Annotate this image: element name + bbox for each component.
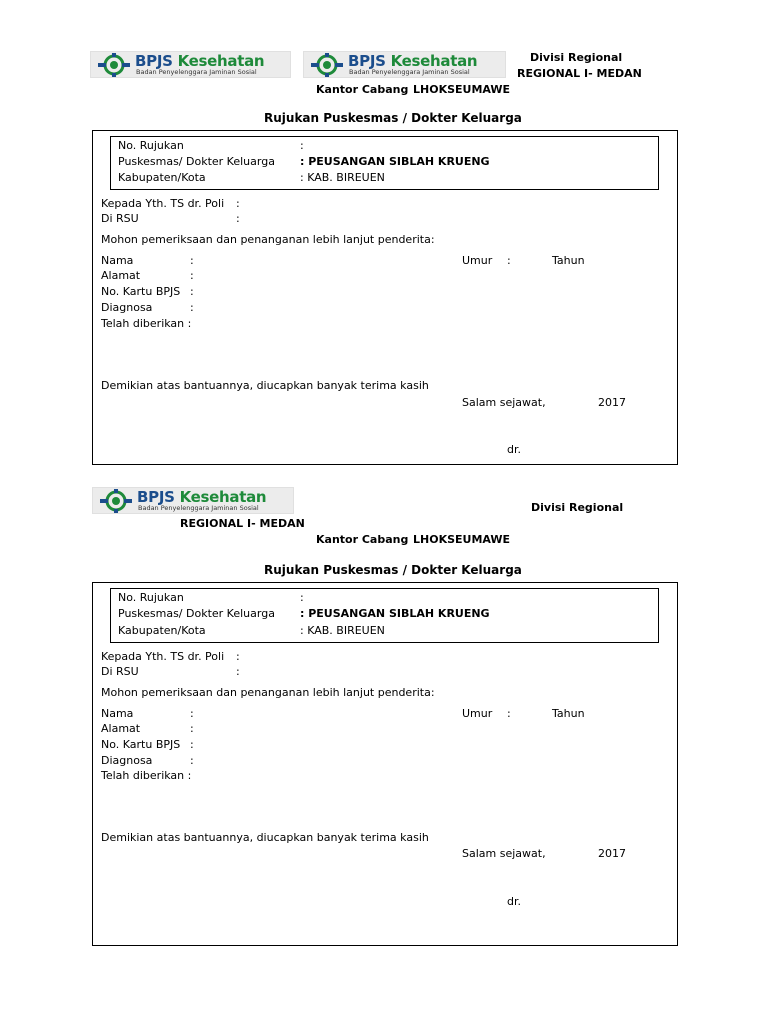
umur-colon: : bbox=[507, 707, 511, 720]
puskesmas-value: : PEUSANGAN SIBLAH KRUENG bbox=[300, 607, 490, 620]
diagnosa-label: Diagnosa bbox=[101, 754, 153, 767]
kartu-bpjs-label: No. Kartu BPJS bbox=[101, 738, 181, 751]
diagnosa-colon: : bbox=[190, 754, 194, 767]
kepada-label: Kepada Yth. TS dr. Poli bbox=[101, 650, 225, 663]
bpjs-emblem-icon bbox=[96, 489, 136, 513]
telah-label: Telah diberikan : bbox=[101, 769, 192, 782]
kantor-cabang-value: LHOKSEUMAWE bbox=[413, 533, 511, 546]
demikian-text: Demikian atas bantuannya, diucapkan banyak terima kasih bbox=[101, 379, 429, 392]
umur-label: Umur bbox=[462, 254, 493, 267]
brand-subtitle: Badan Penyelenggara Jaminan Sosial bbox=[136, 68, 257, 76]
form-title: Rujukan Puskesmas / Dokter Keluarga bbox=[264, 111, 522, 125]
dirsu-label: Di RSU bbox=[101, 212, 139, 225]
mohon-text: Mohon pemeriksaan dan penanganan lebih lanjut penderita: bbox=[101, 233, 435, 246]
brand-subtitle: Badan Penyelenggara Jaminan Sosial bbox=[138, 504, 259, 512]
year-text: 2017 bbox=[598, 396, 626, 409]
umur-label: Umur bbox=[462, 707, 493, 720]
no-rujukan-label: No. Rujukan bbox=[118, 139, 184, 152]
kantor-cabang-label: Kantor Cabang bbox=[316, 533, 409, 546]
kepada-label: Kepada Yth. TS dr. Poli bbox=[101, 197, 225, 210]
nama-colon: : bbox=[190, 254, 194, 267]
dr-text: dr. bbox=[507, 895, 521, 908]
alamat-label: Alamat bbox=[101, 722, 141, 735]
kartu-bpjs-colon: : bbox=[190, 738, 194, 751]
bpjs-logo-1 bbox=[90, 51, 291, 78]
salam-text: Salam sejawat, bbox=[462, 396, 546, 409]
puskesmas-label: Puskesmas/ Dokter Keluarga bbox=[118, 607, 275, 620]
diagnosa-colon: : bbox=[190, 301, 194, 314]
demikian-text: Demikian atas bantuannya, diucapkan banyak terima kasih bbox=[101, 831, 429, 844]
kartu-bpjs-colon: : bbox=[190, 285, 194, 298]
form-title: Rujukan Puskesmas / Dokter Keluarga bbox=[264, 563, 522, 577]
alamat-colon: : bbox=[190, 269, 194, 282]
alamat-colon: : bbox=[190, 722, 194, 735]
salam-text: Salam sejawat, bbox=[462, 847, 546, 860]
kabupaten-value: : KAB. BIREUEN bbox=[300, 624, 385, 637]
puskesmas-value: : PEUSANGAN SIBLAH KRUENG bbox=[300, 155, 490, 168]
dirsu-colon: : bbox=[236, 212, 240, 225]
kabupaten-label: Kabupaten/Kota bbox=[118, 171, 206, 184]
kepada-colon: : bbox=[236, 197, 240, 210]
diagnosa-label: Diagnosa bbox=[101, 301, 153, 314]
bpjs-emblem-icon bbox=[307, 53, 347, 77]
bpjs-logo-3 bbox=[92, 487, 294, 514]
kantor-cabang-label: Kantor Cabang bbox=[316, 83, 409, 96]
nama-label: Nama bbox=[101, 707, 134, 720]
kabupaten-label: Kabupaten/Kota bbox=[118, 624, 206, 637]
kabupaten-value: : KAB. BIREUEN bbox=[300, 171, 385, 184]
tahun-label: Tahun bbox=[552, 707, 585, 720]
umur-colon: : bbox=[507, 254, 511, 267]
regional-medan: REGIONAL I- MEDAN bbox=[517, 67, 642, 80]
no-rujukan-colon: : bbox=[300, 139, 304, 152]
dr-text: dr. bbox=[507, 443, 521, 456]
bpjs-logo-2 bbox=[303, 51, 506, 78]
puskesmas-label: Puskesmas/ Dokter Keluarga bbox=[118, 155, 275, 168]
kepada-colon: : bbox=[236, 650, 240, 663]
year-text: 2017 bbox=[598, 847, 626, 860]
nama-colon: : bbox=[190, 707, 194, 720]
alamat-label: Alamat bbox=[101, 269, 141, 282]
telah-label: Telah diberikan : bbox=[101, 317, 192, 330]
tahun-label: Tahun bbox=[552, 254, 585, 267]
kantor-cabang-value: LHOKSEUMAWE bbox=[413, 83, 511, 96]
brand-name: BPJS Kesehatan bbox=[135, 52, 265, 70]
no-rujukan-colon: : bbox=[300, 591, 304, 604]
brand-name: BPJS Kesehatan bbox=[137, 488, 267, 506]
dirsu-label: Di RSU bbox=[101, 665, 139, 678]
divisi-regional: Divisi Regional bbox=[531, 501, 624, 514]
brand-name: BPJS Kesehatan bbox=[348, 52, 478, 70]
divisi-regional: Divisi Regional bbox=[530, 51, 623, 64]
bpjs-emblem-icon bbox=[94, 53, 134, 77]
regional-medan: REGIONAL I- MEDAN bbox=[180, 517, 305, 530]
nama-label: Nama bbox=[101, 254, 134, 267]
no-rujukan-label: No. Rujukan bbox=[118, 591, 184, 604]
kartu-bpjs-label: No. Kartu BPJS bbox=[101, 285, 181, 298]
dirsu-colon: : bbox=[236, 665, 240, 678]
mohon-text: Mohon pemeriksaan dan penanganan lebih lanjut penderita: bbox=[101, 686, 435, 699]
brand-subtitle: Badan Penyelenggara Jaminan Sosial bbox=[349, 68, 470, 76]
